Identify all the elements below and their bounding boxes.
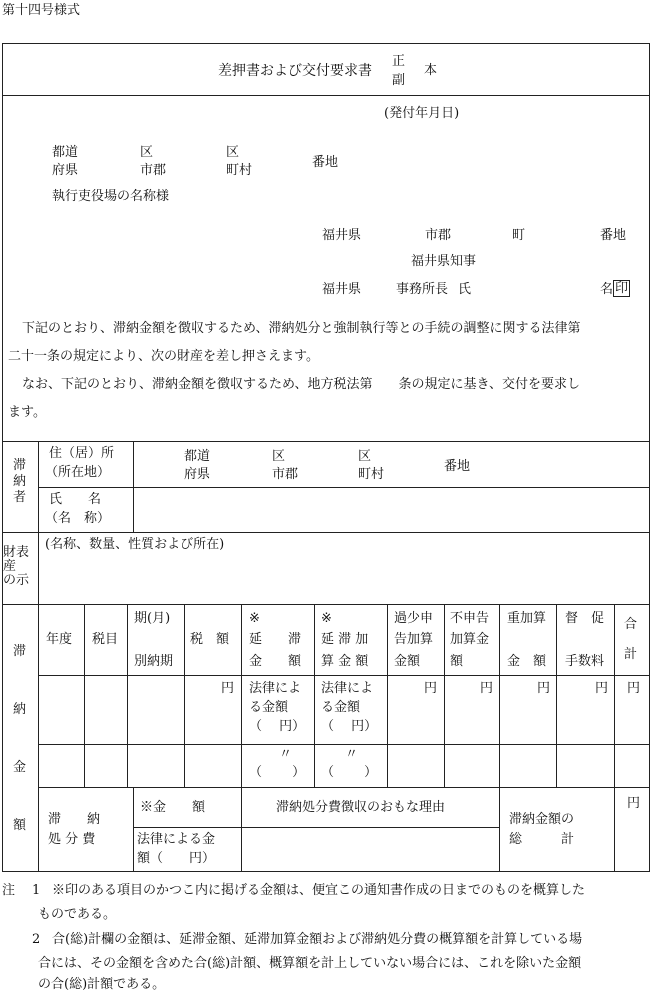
copy-type-original: 正 (392, 54, 406, 69)
name-label: 氏 名 (49, 492, 102, 507)
grand-total-label: 滞納金額の (509, 812, 575, 827)
address-label: 住（居）所 (49, 446, 115, 461)
disposition-amount-label: ※金 額 (140, 800, 206, 815)
property-side-label: 財表 (3, 545, 30, 560)
grand-total-yen: 円 (627, 796, 641, 811)
disposition-cost-label: 滞 納 (48, 812, 101, 827)
name-label-sub: （名 称） (45, 511, 111, 526)
address-label-sub: （所在地） (45, 465, 111, 480)
copy-type-duplicate: 副 (392, 73, 406, 88)
disposition-reason-label: 滞納処分費徴収のおもな理由 (276, 800, 446, 815)
form-title: 差押書および交付要求書 (218, 63, 372, 79)
delinquent-side-label: 滞納者 (13, 458, 27, 505)
disposition-legal-label: 法律による金 (137, 832, 216, 847)
seal-mark: 印 (615, 281, 629, 296)
copy-type-suffix: 本 (424, 63, 438, 78)
form-number: 第十四号様式 (2, 3, 81, 18)
addressee-name: 執行吏役場の名称様 (52, 189, 170, 204)
property-note: (名称、数量、性質および所在) (45, 537, 225, 552)
governor-title: 福井県知事 (411, 254, 477, 269)
issue-date: (発付年月日) (384, 106, 460, 121)
